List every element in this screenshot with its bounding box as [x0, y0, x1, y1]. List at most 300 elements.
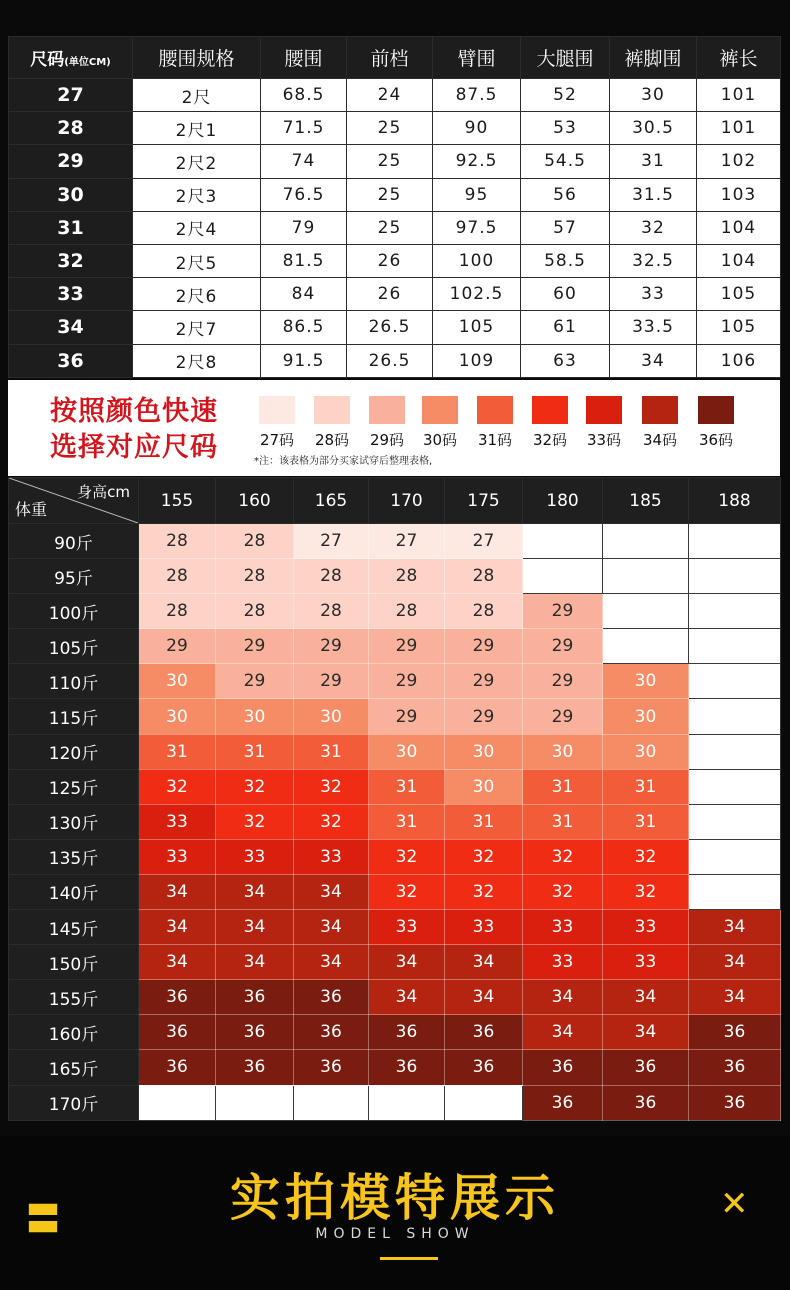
weight-label-cell: 135斤	[9, 839, 139, 874]
size-recommendation-cell	[689, 699, 781, 734]
size-recommendation-cell: 29	[523, 664, 603, 699]
size-recommendation-cell: 36	[603, 1050, 689, 1085]
length-header: 裤长	[697, 37, 781, 79]
spec-value-cell: 91.5	[261, 344, 347, 377]
size-label-cell: 30	[9, 178, 133, 211]
size-recommendation-cell: 33	[603, 910, 689, 945]
weight-label-cell: 130斤	[9, 804, 139, 839]
legend-label: 36码	[698, 431, 734, 449]
spec-value-cell: 34	[610, 344, 697, 377]
weight-label-cell: 90斤	[9, 524, 139, 559]
waist-spec-header: 腰围规格	[133, 37, 261, 79]
size-recommendation-cell: 33	[139, 839, 216, 874]
legend-swatch	[369, 396, 405, 424]
size-recommendation-cell: 32	[523, 874, 603, 909]
title-underline	[380, 1257, 438, 1260]
size-label-cell: 33	[9, 278, 133, 311]
size-recommendation-cell: 36	[603, 1085, 689, 1120]
waist-header: 腰围	[261, 37, 347, 79]
weight-row	[9, 910, 781, 945]
spec-value-cell: 84	[261, 278, 347, 311]
size-recommendation-cell	[523, 559, 603, 594]
height-header-cell: 175	[445, 478, 523, 524]
weight-label-cell: 120斤	[9, 734, 139, 769]
size-recommendation-cell: 29	[216, 629, 294, 664]
size-recommendation-cell	[603, 594, 689, 629]
legend-label: 29码	[369, 431, 405, 449]
size-recommendation-cell: 30	[139, 699, 216, 734]
weight-row	[9, 769, 781, 804]
spec-value-cell: 2尺1	[133, 112, 261, 145]
size-recommendation-cell	[689, 734, 781, 769]
model-show-subtitle: MODEL SHOW	[315, 1226, 475, 1242]
size-recommendation-cell: 34	[216, 874, 294, 909]
weight-row	[9, 839, 781, 874]
fit-table	[8, 477, 781, 1121]
weight-label-cell: 110斤	[9, 664, 139, 699]
spec-value-cell: 32.5	[610, 244, 697, 277]
height-header-cell: 155	[139, 478, 216, 524]
legend-heading-line2: 选择对应尺码	[50, 432, 218, 463]
spec-value-cell: 33.5	[610, 311, 697, 344]
spec-value-cell: 31	[610, 145, 697, 178]
spec-value-cell: 68.5	[261, 79, 347, 112]
size-label-cell: 31	[9, 211, 133, 244]
legend-swatch	[586, 396, 622, 424]
spec-value-cell: 26	[347, 244, 433, 277]
size-recommendation-cell: 36	[216, 1015, 294, 1050]
legend-swatch	[314, 396, 350, 424]
weight-label-cell: 150斤	[9, 945, 139, 980]
size-label-cell: 34	[9, 311, 133, 344]
size-recommendation-cell: 29	[523, 594, 603, 629]
size-recommendation-cell: 34	[603, 980, 689, 1015]
size-recommendation-cell	[603, 629, 689, 664]
height-header-cell: 185	[603, 478, 689, 524]
weight-row	[9, 1015, 781, 1050]
spec-value-cell: 2尺3	[133, 178, 261, 211]
size-recommendation-cell: 36	[445, 1015, 523, 1050]
size-recommendation-cell	[216, 1085, 294, 1120]
size-recommendation-cell: 36	[369, 1015, 445, 1050]
size-recommendation-cell: 29	[445, 699, 523, 734]
size-row	[9, 79, 781, 112]
spec-value-cell: 105	[697, 311, 781, 344]
spec-value-cell: 30	[610, 79, 697, 112]
weight-label-cell: 160斤	[9, 1015, 139, 1050]
size-recommendation-cell: 32	[369, 874, 445, 909]
spec-value-cell: 25	[347, 211, 433, 244]
size-recommendation-cell: 33	[603, 945, 689, 980]
size-recommendation-cell	[689, 559, 781, 594]
size-spec-body	[9, 79, 781, 378]
spec-value-cell: 2尺4	[133, 211, 261, 244]
size-recommendation-cell: 34	[523, 1015, 603, 1050]
weight-row	[9, 699, 781, 734]
size-recommendation-cell: 34	[294, 874, 369, 909]
size-recommendation-cell: 36	[523, 1085, 603, 1120]
size-recommendation-cell: 28	[369, 594, 445, 629]
hip-header: 臂围	[433, 37, 521, 79]
size-recommendation-cell: 28	[294, 594, 369, 629]
size-recommendation-cell: 29	[445, 664, 523, 699]
size-recommendation-cell: 36	[139, 1015, 216, 1050]
weight-label-cell: 105斤	[9, 629, 139, 664]
size-recommendation-cell	[445, 1085, 523, 1120]
size-recommendation-cell: 33	[523, 910, 603, 945]
size-label-cell: 29	[9, 145, 133, 178]
spec-value-cell: 86.5	[261, 311, 347, 344]
size-row	[9, 145, 781, 178]
size-recommendation-cell	[689, 769, 781, 804]
legend-label: 27码	[259, 431, 295, 449]
size-recommendation-cell: 34	[523, 980, 603, 1015]
size-recommendation-cell: 28	[445, 559, 523, 594]
size-recommendation-cell	[689, 629, 781, 664]
weight-label-cell: 165斤	[9, 1050, 139, 1085]
spec-value-cell: 87.5	[433, 79, 521, 112]
weight-row	[9, 734, 781, 769]
size-recommendation-cell: 34	[294, 910, 369, 945]
size-recommendation-cell: 29	[445, 629, 523, 664]
size-row	[9, 244, 781, 277]
model-show-title: 实拍模特展示	[230, 1169, 560, 1227]
size-spec-table	[8, 36, 781, 378]
size-recommendation-cell: 30	[603, 699, 689, 734]
spec-value-cell: 76.5	[261, 178, 347, 211]
spec-value-cell: 56	[521, 178, 610, 211]
legend-label: 32码	[532, 431, 568, 449]
size-recommendation-cell: 32	[369, 839, 445, 874]
size-recommendation-cell: 28	[216, 524, 294, 559]
size-column-header	[9, 37, 133, 79]
weight-row	[9, 629, 781, 664]
size-recommendation-cell: 34	[603, 1015, 689, 1050]
legend-swatch	[259, 396, 295, 424]
spec-value-cell: 25	[347, 178, 433, 211]
legend-heading-line1: 按照颜色快速	[50, 396, 218, 427]
spec-value-cell: 26.5	[347, 344, 433, 377]
legend-swatch	[477, 396, 513, 424]
spec-value-cell: 95	[433, 178, 521, 211]
spec-value-cell: 25	[347, 112, 433, 145]
weight-row	[9, 980, 781, 1015]
size-recommendation-cell: 31	[603, 769, 689, 804]
legend-swatch	[642, 396, 678, 424]
size-recommendation-cell: 31	[603, 804, 689, 839]
size-recommendation-cell: 28	[139, 594, 216, 629]
size-recommendation-cell: 33	[523, 945, 603, 980]
spec-value-cell: 105	[433, 311, 521, 344]
size-recommendation-cell: 36	[523, 1050, 603, 1085]
leg-opening-header: 裤脚围	[610, 37, 697, 79]
weight-label-cell: 145斤	[9, 910, 139, 945]
model-show-banner	[0, 1136, 790, 1290]
spec-value-cell: 2尺2	[133, 145, 261, 178]
weight-label-cell: 140斤	[9, 874, 139, 909]
size-recommendation-cell: 34	[216, 945, 294, 980]
size-recommendation-cell: 33	[216, 839, 294, 874]
spec-value-cell: 81.5	[261, 244, 347, 277]
fit-table-corner	[9, 478, 139, 524]
size-recommendation-cell: 36	[689, 1085, 781, 1120]
weight-label-cell: 115斤	[9, 699, 139, 734]
size-recommendation-cell: 28	[445, 594, 523, 629]
size-recommendation-cell: 31	[523, 804, 603, 839]
spec-value-cell: 2尺7	[133, 311, 261, 344]
size-recommendation-cell: 32	[294, 769, 369, 804]
size-recommendation-cell: 36	[445, 1050, 523, 1085]
spec-value-cell: 101	[697, 79, 781, 112]
size-recommendation-cell: 31	[216, 734, 294, 769]
weight-axis-label: 体重	[15, 500, 48, 519]
close-icon[interactable]: ✕	[720, 1184, 749, 1224]
size-recommendation-cell	[294, 1085, 369, 1120]
size-recommendation-cell: 29	[369, 629, 445, 664]
spec-value-cell: 53	[521, 112, 610, 145]
size-recommendation-cell: 29	[523, 699, 603, 734]
size-row	[9, 311, 781, 344]
size-recommendation-cell: 27	[369, 524, 445, 559]
size-recommendation-cell: 32	[523, 839, 603, 874]
size-recommendation-cell: 29	[294, 629, 369, 664]
size-recommendation-cell	[139, 1085, 216, 1120]
size-recommendation-cell: 30	[523, 734, 603, 769]
spec-value-cell: 54.5	[521, 145, 610, 178]
unit-header-label: (单位CM)	[64, 57, 111, 68]
spec-value-cell: 63	[521, 344, 610, 377]
menu-icon[interactable]: 〓	[26, 1200, 60, 1240]
height-axis-label: 身高cm	[77, 483, 130, 501]
size-label-cell: 32	[9, 244, 133, 277]
size-recommendation-cell	[689, 804, 781, 839]
spec-value-cell: 109	[433, 344, 521, 377]
size-recommendation-cell: 29	[139, 629, 216, 664]
legend-label: 34码	[642, 431, 678, 449]
size-recommendation-cell: 28	[139, 524, 216, 559]
size-recommendation-cell: 28	[369, 559, 445, 594]
legend-swatch	[698, 396, 734, 424]
size-recommendation-cell: 33	[139, 804, 216, 839]
height-header-cell: 160	[216, 478, 294, 524]
size-recommendation-cell: 31	[523, 769, 603, 804]
spec-value-cell: 104	[697, 244, 781, 277]
spec-value-cell: 90	[433, 112, 521, 145]
spec-value-cell: 25	[347, 145, 433, 178]
legend-label: 28码	[314, 431, 350, 449]
height-header-cell: 188	[689, 478, 781, 524]
size-recommendation-cell: 32	[216, 804, 294, 839]
size-recommendation-cell: 36	[689, 1015, 781, 1050]
height-header-cell: 180	[523, 478, 603, 524]
weight-row	[9, 945, 781, 980]
height-header-cell: 165	[294, 478, 369, 524]
size-recommendation-cell	[603, 559, 689, 594]
spec-value-cell: 79	[261, 211, 347, 244]
spec-value-cell: 24	[347, 79, 433, 112]
size-header-label: 尺码	[30, 50, 65, 70]
legend-swatch	[532, 396, 568, 424]
legend-note: *注：该表格为部分买家试穿后整理表格,	[254, 456, 433, 467]
size-recommendation-cell: 32	[445, 839, 523, 874]
size-row	[9, 211, 781, 244]
spec-value-cell: 31.5	[610, 178, 697, 211]
spec-value-cell: 103	[697, 178, 781, 211]
size-recommendation-cell: 31	[139, 734, 216, 769]
size-recommendation-cell	[689, 594, 781, 629]
spec-value-cell: 26	[347, 278, 433, 311]
size-recommendation-cell: 30	[139, 664, 216, 699]
size-recommendation-cell: 31	[445, 804, 523, 839]
spec-value-cell: 106	[697, 344, 781, 377]
legend-label: 33码	[586, 431, 622, 449]
size-spec-header-row	[9, 37, 781, 79]
weight-label-cell: 100斤	[9, 594, 139, 629]
size-recommendation-cell: 33	[445, 910, 523, 945]
size-recommendation-cell: 28	[139, 559, 216, 594]
size-recommendation-cell: 36	[294, 1015, 369, 1050]
size-recommendation-cell: 34	[369, 945, 445, 980]
size-recommendation-cell: 30	[294, 699, 369, 734]
legend-heading	[50, 394, 218, 466]
size-recommendation-cell: 34	[139, 945, 216, 980]
size-recommendation-cell: 32	[139, 769, 216, 804]
spec-value-cell: 100	[433, 244, 521, 277]
spec-value-cell: 2尺8	[133, 344, 261, 377]
size-recommendation-cell: 27	[294, 524, 369, 559]
size-recommendation-cell: 34	[445, 945, 523, 980]
spec-value-cell: 97.5	[433, 211, 521, 244]
size-recommendation-cell	[689, 524, 781, 559]
spec-value-cell: 61	[521, 311, 610, 344]
spec-value-cell: 30.5	[610, 112, 697, 145]
size-recommendation-cell: 32	[603, 839, 689, 874]
height-header-cell: 170	[369, 478, 445, 524]
size-recommendation-cell: 28	[216, 594, 294, 629]
color-legend	[8, 380, 780, 476]
legend-label: 30码	[422, 431, 458, 449]
thigh-header: 大腿围	[521, 37, 610, 79]
size-recommendation-cell	[689, 839, 781, 874]
weight-row	[9, 559, 781, 594]
size-recommendation-cell: 34	[445, 980, 523, 1015]
spec-value-cell: 2尺5	[133, 244, 261, 277]
weight-row	[9, 524, 781, 559]
size-recommendation-cell: 30	[369, 734, 445, 769]
size-recommendation-cell: 34	[689, 945, 781, 980]
size-recommendation-cell: 29	[523, 629, 603, 664]
size-recommendation-cell: 34	[216, 910, 294, 945]
size-recommendation-cell: 36	[689, 1050, 781, 1085]
size-recommendation-cell: 31	[369, 804, 445, 839]
size-recommendation-cell: 29	[369, 699, 445, 734]
size-recommendation-cell: 34	[294, 945, 369, 980]
size-recommendation-cell: 30	[603, 664, 689, 699]
size-recommendation-cell: 32	[445, 874, 523, 909]
size-recommendation-cell: 28	[216, 559, 294, 594]
size-recommendation-cell: 33	[369, 910, 445, 945]
weight-row	[9, 1085, 781, 1120]
spec-value-cell: 57	[521, 211, 610, 244]
fit-table-body	[9, 524, 781, 1121]
size-recommendation-cell	[523, 524, 603, 559]
spec-value-cell: 104	[697, 211, 781, 244]
size-recommendation-cell: 32	[603, 874, 689, 909]
size-recommendation-cell	[603, 524, 689, 559]
weight-label-cell: 95斤	[9, 559, 139, 594]
size-row	[9, 178, 781, 211]
size-recommendation-cell: 34	[689, 910, 781, 945]
size-recommendation-cell: 31	[369, 769, 445, 804]
spec-value-cell: 26.5	[347, 311, 433, 344]
spec-value-cell: 101	[697, 112, 781, 145]
size-recommendation-cell: 30	[603, 734, 689, 769]
size-recommendation-cell: 34	[139, 874, 216, 909]
size-recommendation-cell: 36	[216, 980, 294, 1015]
size-recommendation-cell: 36	[216, 1050, 294, 1085]
size-recommendation-cell: 34	[689, 980, 781, 1015]
size-recommendation-cell: 34	[139, 910, 216, 945]
size-recommendation-cell: 36	[139, 1050, 216, 1085]
size-row	[9, 344, 781, 377]
size-recommendation-cell: 32	[216, 769, 294, 804]
size-recommendation-cell: 32	[294, 804, 369, 839]
fit-table-header-row	[9, 478, 781, 524]
size-recommendation-cell: 27	[445, 524, 523, 559]
legend-swatch	[422, 396, 458, 424]
size-recommendation-cell: 28	[294, 559, 369, 594]
spec-value-cell: 2尺	[133, 79, 261, 112]
size-label-cell: 36	[9, 344, 133, 377]
size-recommendation-cell: 36	[369, 1050, 445, 1085]
weight-row	[9, 664, 781, 699]
size-recommendation-cell	[369, 1085, 445, 1120]
size-recommendation-cell: 36	[294, 980, 369, 1015]
size-row	[9, 112, 781, 145]
spec-value-cell: 32	[610, 211, 697, 244]
size-recommendation-cell: 29	[369, 664, 445, 699]
spec-value-cell: 33	[610, 278, 697, 311]
size-recommendation-cell	[689, 874, 781, 909]
size-recommendation-cell	[689, 664, 781, 699]
weight-row	[9, 874, 781, 909]
size-label-cell: 27	[9, 79, 133, 112]
spec-value-cell: 2尺6	[133, 278, 261, 311]
legend-label: 31码	[477, 431, 513, 449]
size-recommendation-cell: 33	[294, 839, 369, 874]
spec-value-cell: 105	[697, 278, 781, 311]
size-recommendation-cell: 30	[445, 769, 523, 804]
size-recommendation-cell: 34	[369, 980, 445, 1015]
spec-value-cell: 92.5	[433, 145, 521, 178]
size-recommendation-cell: 29	[294, 664, 369, 699]
spec-value-cell: 58.5	[521, 244, 610, 277]
spec-value-cell: 102.5	[433, 278, 521, 311]
size-recommendation-cell: 30	[216, 699, 294, 734]
size-row	[9, 278, 781, 311]
spec-value-cell: 71.5	[261, 112, 347, 145]
spec-value-cell: 102	[697, 145, 781, 178]
weight-row	[9, 594, 781, 629]
spec-value-cell: 74	[261, 145, 347, 178]
size-recommendation-cell: 30	[445, 734, 523, 769]
size-recommendation-cell: 36	[294, 1050, 369, 1085]
size-recommendation-cell: 29	[216, 664, 294, 699]
front-rise-header: 前档	[347, 37, 433, 79]
spec-value-cell: 52	[521, 79, 610, 112]
weight-row	[9, 804, 781, 839]
weight-row	[9, 1050, 781, 1085]
